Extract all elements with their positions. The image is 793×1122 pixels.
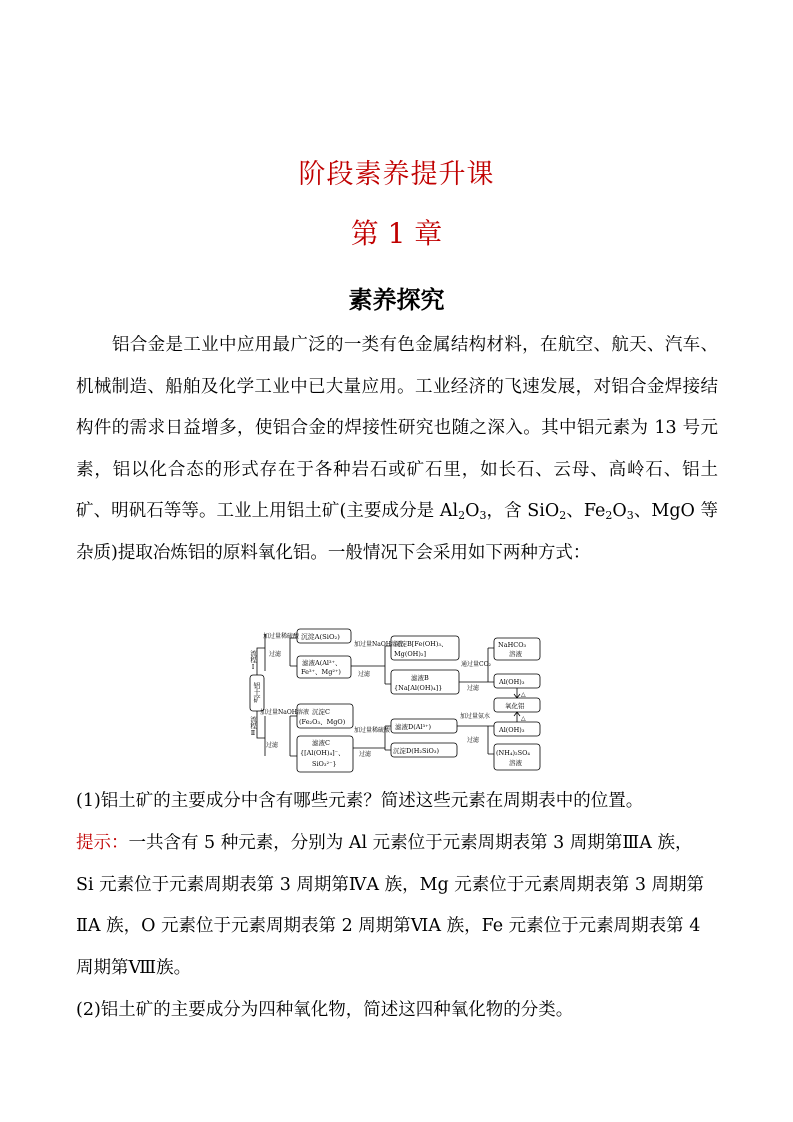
svg-text:过滤: 过滤	[467, 737, 480, 744]
svg-text:△: △	[521, 715, 526, 722]
svg-text:{Na[Al(OH)₄]}: {Na[Al(OH)₄]}	[394, 684, 443, 692]
svg-text:过滤: 过滤	[467, 685, 480, 692]
svg-text:滤液B: 滤液B	[411, 674, 429, 682]
svg-text:过滤: 过滤	[269, 651, 282, 658]
svg-text:Al(OH)₃: Al(OH)₃	[499, 678, 525, 686]
svg-text:SiO₃²⁻}: SiO₃²⁻}	[312, 760, 337, 768]
answer-1-line-1: 提示：一共含有 5 种元素，分别为 Al 元素位于元素周期表第 3 周期第ⅢA 族，	[76, 833, 693, 853]
section-title: 素养探究	[348, 286, 445, 314]
svg-text:氧化铝: 氧化铝	[505, 702, 525, 710]
svg-text:通过量CO₂: 通过量CO₂	[461, 661, 491, 668]
svg-text:加过量氨水: 加过量氨水	[460, 713, 491, 720]
page-title: 阶段素养提升课	[298, 159, 495, 190]
svg-text:Al(OH)₃: Al(OH)₃	[499, 726, 525, 734]
intro-paragraph: 铝合金是工业中应用最广泛的一类有色金属结构材料，在航空、航天、汽车、机械制造、船舶及化学工业中已大量应用。工业经济的飞速发展，对铝合金焊接结构件的需求日益增多，使铝合金的焊接性研究也随之深入。其中铝元素为 13 号元素，铝以化合态的形式存在于各种岩石或矿石里，如长石、云母、高岭石、铝土矿、明矾石等等。工业上用铝土矿(主要成分是 $Al_2O_3$，含 SiO$_2$、$Fe_2O_3$、MgO 等杂质)提取冶炼铝的原料氧化铝。一般情况下会采用如下两种方式：	[76, 335, 719, 563]
answer-1-line-2: Si 元素位于元素周期表第 3 周期第ⅣA 族，Mg 元素位于元素周期表第 3 周期第	[76, 875, 705, 895]
hint-label: 提示：	[76, 833, 129, 853]
svg-text:{[Al(OH)₄]⁻、: {[Al(OH)₄]⁻、	[300, 749, 345, 757]
svg-text:过滤: 过滤	[359, 751, 372, 758]
svg-text:(Fe₂O₃、MgO): (Fe₂O₃、MgO)	[299, 718, 346, 726]
svg-text:△: △	[521, 691, 526, 698]
svg-text:沉淀A(SiO₂): 沉淀A(SiO₂)	[301, 633, 340, 641]
svg-text:滤液C: 滤液C	[312, 739, 330, 747]
svg-text:过滤: 过滤	[266, 742, 279, 749]
svg-text:Mg(OH)₂]: Mg(OH)₂]	[394, 650, 427, 658]
svg-text:过滤: 过滤	[358, 671, 371, 678]
source-label: 铝土矿	[253, 682, 261, 703]
svg-text:溶液: 溶液	[509, 650, 522, 658]
svg-text:滤液A(Al³⁺、: 滤液A(Al³⁺、	[302, 659, 342, 667]
process-flow-diagram	[245, 626, 550, 776]
svg-text:加过量稀硫酸: 加过量稀硫酸	[354, 727, 391, 734]
svg-text:溶液: 溶液	[509, 759, 522, 767]
svg-text:NaHCO₃: NaHCO₃	[498, 641, 527, 649]
question-2: (2)铝土矿的主要成分为四种氧化物，简述这四种氧化物的分类。	[76, 1000, 574, 1020]
svg-text:沉淀D(H₂SiO₃): 沉淀D(H₂SiO₃)	[393, 747, 440, 755]
svg-text:滤液D(Al³⁺): 滤液D(Al³⁺)	[395, 723, 432, 731]
chapter-title: 第 1 章	[350, 217, 443, 250]
flow2-label: 流程Ⅱ	[249, 716, 257, 737]
svg-text:加过量NaOH溶液: 加过量NaOH溶液	[260, 709, 309, 716]
svg-text:(NH₄)₂SO₄: (NH₄)₂SO₄	[496, 749, 531, 757]
svg-text:加过量NaOH溶液: 加过量NaOH溶液	[354, 641, 403, 648]
question-1: (1)铝土矿的主要成分中含有哪些元素？简述这些元素在周期表中的位置。	[76, 791, 644, 811]
answer-1-line-4: 周期第Ⅷ族。	[76, 958, 192, 978]
answer-1-line-3: ⅡA 族，O 元素位于元素周期表第 2 周期第ⅥA 族，Fe 元素位于元素周期表第 4	[76, 916, 701, 936]
svg-text:沉淀C: 沉淀C	[312, 708, 330, 716]
svg-text:加过量稀硫酸: 加过量稀硫酸	[263, 633, 300, 640]
svg-text:沉淀B[Fe(OH)₃、: 沉淀B[Fe(OH)₃、	[394, 640, 448, 648]
svg-text:Fe³⁺、Mg²⁺): Fe³⁺、Mg²⁺)	[301, 668, 341, 676]
flow1-label: 流程Ⅰ	[249, 650, 257, 671]
